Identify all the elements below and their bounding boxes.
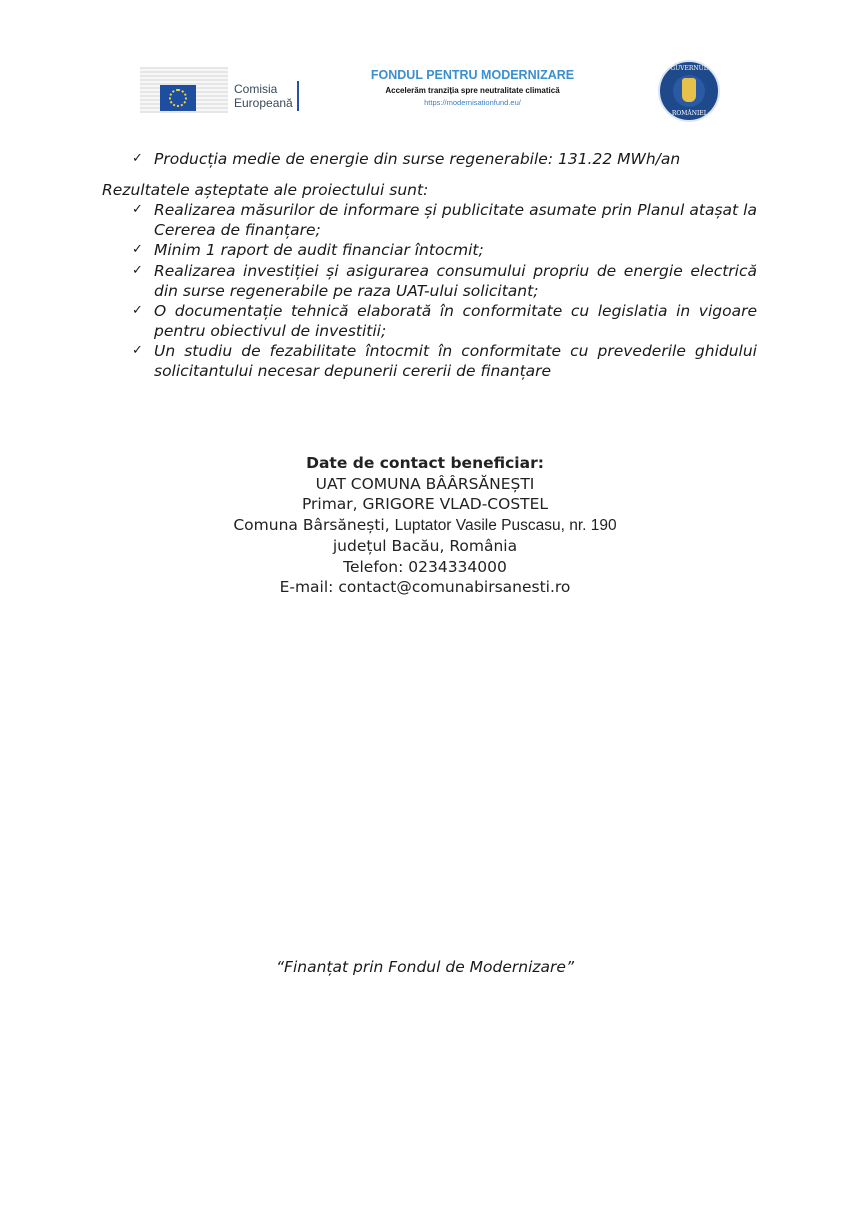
list-item-text: Realizarea măsurilor de informare și publicitate asumate prin Planul atașat la Cererea de finanțare; [154, 201, 757, 239]
contact-block [0, 453, 850, 598]
list-item-text: Minim 1 raport de audit financiar întocmit; [154, 241, 484, 259]
list-item [132, 240, 757, 260]
list-item [132, 149, 757, 169]
list-item-text: Un studiu de fezabilitate întocmit în conformitate cu prevederile ghidului solicitantului necesar depunerii cererii de finanțare [154, 342, 757, 380]
results-heading: Rezultatele așteptate ale proiectului sunt: [102, 181, 429, 199]
contact-county: județul Bacău, România [332, 537, 518, 555]
email-link[interactable]: contact@comunabirsanesti.ro [338, 578, 571, 596]
list-item [132, 200, 757, 240]
contact-title: Date de contact beneficiar: [306, 454, 544, 472]
european-commission-logo [140, 67, 310, 115]
check-icon: ✓ [132, 303, 143, 318]
list-item-text: Realizarea investiției și asigurarea consumului propriu de energie electrică din surse regenerabile pe raza UAT-ului solicitant; [154, 262, 757, 300]
list-item-text: O documentație tehnică elaborată în conformitate cu legislatia in vigoare pentru obiectivul de investitii; [154, 302, 757, 340]
document-header [0, 55, 850, 135]
contact-address: Comuna Bârsănești, Luptator Vasile Puscasu, nr. 190 [233, 515, 617, 534]
eu-flag-icon [160, 85, 196, 111]
list-item [132, 301, 757, 341]
fund-url: https://modernisationfund.eu/ [424, 98, 521, 107]
list-item [132, 261, 757, 301]
list-item-text: Producția medie de energie din surse regenerabile: 131.22 MWh/an [154, 150, 681, 168]
contact-email: E-mail: contact@comunabirsanesti.ro [279, 578, 571, 596]
check-icon: ✓ [132, 242, 143, 257]
ec-logo-line2: Europeană [234, 96, 293, 110]
eagle-icon [682, 78, 696, 102]
check-icon: ✓ [132, 202, 143, 217]
contact-entity: UAT COMUNA BÂÂRSĂNEȘTI [315, 474, 535, 493]
gov-top-text: GUVERNUL [670, 65, 708, 72]
fund-title: FONDUL PENTRU MODERNIZARE [370, 68, 575, 82]
check-icon: ✓ [132, 151, 143, 166]
contact-phone: Telefon: 0234334000 [343, 557, 507, 576]
romanian-government-logo [658, 60, 720, 122]
ec-logo-line1: Comisia [234, 82, 278, 96]
modernisation-fund-logo [345, 68, 600, 107]
contact-mayor: Primar, GRIGORE VLAD-COSTEL [301, 495, 549, 513]
funding-note: “Finanțat prin Fondul de Modernizare” [276, 958, 574, 976]
divider [297, 81, 299, 111]
list-item [132, 341, 757, 381]
check-icon: ✓ [132, 343, 143, 358]
fund-subtitle: Accelerăm tranziția spre neutralitate climatică [385, 86, 560, 95]
check-icon: ✓ [132, 263, 143, 278]
gov-bottom-text: ROMÂNIEI [671, 110, 707, 117]
